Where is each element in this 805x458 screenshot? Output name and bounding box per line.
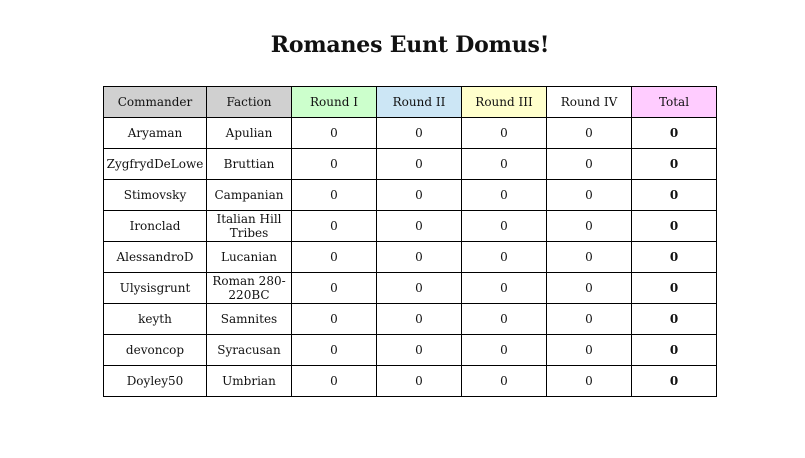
header-round-2: Round II	[377, 87, 462, 118]
header-row	[104, 87, 717, 118]
round-4-cell: 0	[547, 211, 632, 242]
round-1-cell: 0	[292, 335, 377, 366]
round-4-cell: 0	[547, 149, 632, 180]
table-row	[104, 273, 717, 304]
round-2-cell: 0	[377, 242, 462, 273]
total-cell: 0	[632, 366, 717, 397]
score-table	[103, 86, 717, 397]
table-row	[104, 149, 717, 180]
commander-cell: Stimovsky	[104, 180, 207, 211]
round-2-cell: 0	[377, 180, 462, 211]
faction-cell: Apulian	[207, 118, 292, 149]
total-cell: 0	[632, 273, 717, 304]
header-faction: Faction	[207, 87, 292, 118]
total-cell: 0	[632, 304, 717, 335]
faction-cell: Lucanian	[207, 242, 292, 273]
round-3-cell: 0	[462, 366, 547, 397]
round-2-cell: 0	[377, 366, 462, 397]
round-3-cell: 0	[462, 304, 547, 335]
table-row	[104, 180, 717, 211]
total-cell: 0	[632, 180, 717, 211]
commander-cell: devoncop	[104, 335, 207, 366]
round-4-cell: 0	[547, 366, 632, 397]
faction-cell: Italian Hill Tribes	[207, 211, 292, 242]
round-3-cell: 0	[462, 273, 547, 304]
commander-cell: Aryaman	[104, 118, 207, 149]
header-commander: Commander	[104, 87, 207, 118]
round-1-cell: 0	[292, 180, 377, 211]
round-2-cell: 0	[377, 118, 462, 149]
commander-cell: AlessandroD	[104, 242, 207, 273]
total-cell: 0	[632, 335, 717, 366]
table-row	[104, 242, 717, 273]
round-4-cell: 0	[547, 335, 632, 366]
round-2-cell: 0	[377, 304, 462, 335]
round-1-cell: 0	[292, 242, 377, 273]
commander-cell: keyth	[104, 304, 207, 335]
table-row	[104, 211, 717, 242]
header-round-1: Round I	[292, 87, 377, 118]
page-title: Romanes Eunt Domus!	[270, 32, 550, 58]
faction-cell: Campanian	[207, 180, 292, 211]
commander-cell: Ulysisgrunt	[104, 273, 207, 304]
round-1-cell: 0	[292, 304, 377, 335]
commander-cell: Doyley50	[104, 366, 207, 397]
round-3-cell: 0	[462, 211, 547, 242]
round-3-cell: 0	[462, 335, 547, 366]
faction-cell: Roman 280-220BC	[207, 273, 292, 304]
round-1-cell: 0	[292, 273, 377, 304]
round-1-cell: 0	[292, 149, 377, 180]
table-row	[104, 335, 717, 366]
round-2-cell: 0	[377, 211, 462, 242]
round-4-cell: 0	[547, 118, 632, 149]
round-3-cell: 0	[462, 149, 547, 180]
header-round-4: Round IV	[547, 87, 632, 118]
round-3-cell: 0	[462, 118, 547, 149]
total-cell: 0	[632, 211, 717, 242]
total-cell: 0	[632, 242, 717, 273]
round-4-cell: 0	[547, 304, 632, 335]
faction-cell: Samnites	[207, 304, 292, 335]
round-2-cell: 0	[377, 335, 462, 366]
faction-cell: Syracusan	[207, 335, 292, 366]
commander-cell: Ironclad	[104, 211, 207, 242]
total-cell: 0	[632, 149, 717, 180]
table-row	[104, 366, 717, 397]
table-row	[104, 304, 717, 335]
round-3-cell: 0	[462, 180, 547, 211]
faction-cell: Bruttian	[207, 149, 292, 180]
header-round-3: Round III	[462, 87, 547, 118]
round-4-cell: 0	[547, 273, 632, 304]
round-4-cell: 0	[547, 242, 632, 273]
table-row	[104, 118, 717, 149]
round-1-cell: 0	[292, 366, 377, 397]
round-1-cell: 0	[292, 211, 377, 242]
header-total: Total	[632, 87, 717, 118]
commander-cell: ZygfrydDeLowe	[104, 149, 207, 180]
round-1-cell: 0	[292, 118, 377, 149]
round-3-cell: 0	[462, 242, 547, 273]
round-4-cell: 0	[547, 180, 632, 211]
round-2-cell: 0	[377, 149, 462, 180]
faction-cell: Umbrian	[207, 366, 292, 397]
total-cell: 0	[632, 118, 717, 149]
round-2-cell: 0	[377, 273, 462, 304]
